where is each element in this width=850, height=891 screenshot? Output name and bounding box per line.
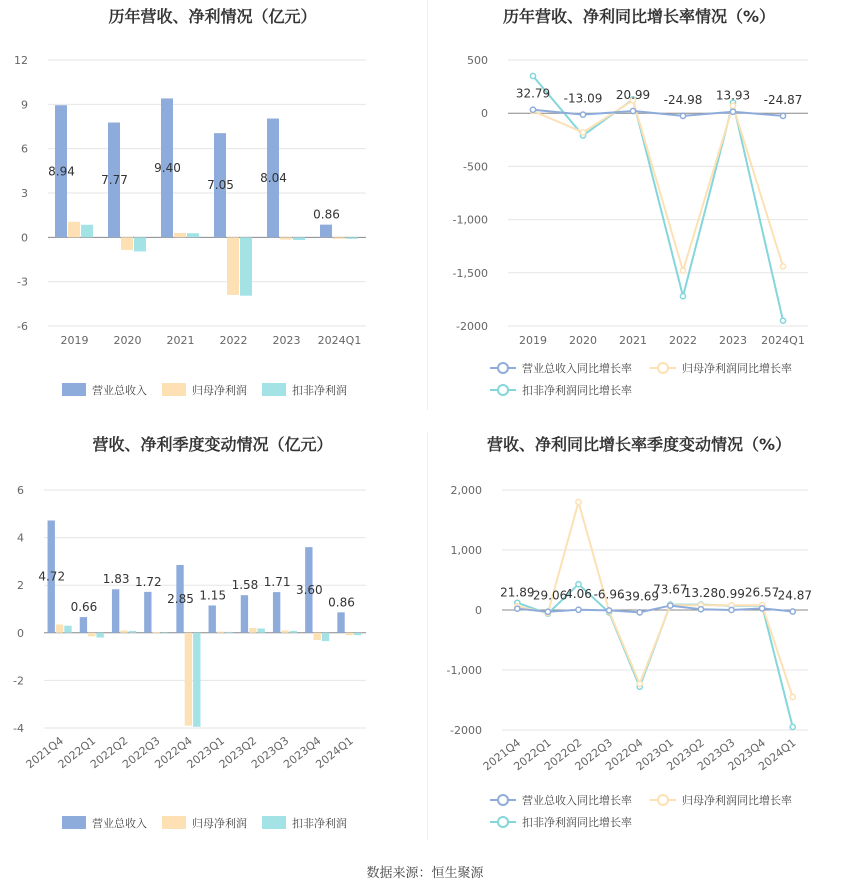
- bar: [257, 629, 264, 633]
- chart-title: 营收、净利同比增长率季度变动情况（%）: [486, 435, 792, 454]
- bar: [64, 626, 71, 633]
- y-tick-label: 0: [481, 107, 488, 121]
- x-tick-label: 2024Q1: [756, 736, 799, 774]
- legend-label: 扣非净利润: [292, 384, 347, 397]
- bar: [56, 624, 63, 632]
- bar: [320, 225, 332, 238]
- data-label: 1.83: [102, 572, 130, 587]
- bar: [225, 632, 232, 633]
- quarterly-amounts-chart: [0, 428, 425, 848]
- data-label: 8.94: [48, 164, 75, 179]
- data-point: [680, 294, 685, 299]
- x-tick-label: 2024Q1: [317, 334, 362, 347]
- data-point: [729, 607, 734, 612]
- data-label: 73.67: [653, 582, 688, 597]
- x-tick-label: 2021: [166, 334, 195, 347]
- y-tick-label: 2: [17, 579, 24, 593]
- x-tick-label: 2020: [113, 334, 142, 347]
- data-label: 13.93: [715, 88, 751, 103]
- bar: [187, 233, 199, 237]
- data-point: [730, 103, 735, 108]
- x-tick-label: 2024Q1: [313, 734, 356, 772]
- x-tick-label: 2023Q1: [184, 734, 227, 772]
- bar: [144, 592, 151, 633]
- y-tick-label: -500: [463, 160, 488, 174]
- chart-title: 历年营收、净利同比增长率情况（%）: [502, 7, 776, 26]
- x-tick-label: 2022Q1: [511, 736, 554, 774]
- data-point: [780, 264, 785, 269]
- data-point: [680, 268, 685, 273]
- y-tick-label: -6: [17, 320, 28, 333]
- data-point: [530, 73, 535, 78]
- data-point: [780, 113, 785, 118]
- legend-label: 营业总收入同比增长率: [522, 362, 632, 375]
- bar: [209, 605, 216, 632]
- data-label: -13.09: [563, 91, 603, 106]
- x-tick-label: 2020: [569, 334, 597, 347]
- quarterly-amounts-panel: [0, 428, 425, 848]
- x-tick-label: 2019: [60, 334, 89, 347]
- legend-marker: [658, 795, 668, 805]
- data-label: 9.40: [154, 160, 181, 175]
- x-tick-label: 2024Q1: [761, 334, 805, 347]
- data-point: [637, 610, 642, 615]
- legend-marker: [498, 385, 508, 395]
- x-tick-label: 2022Q2: [87, 734, 131, 772]
- data-label: 2.85: [167, 591, 194, 606]
- data-point: [545, 609, 550, 614]
- bar: [337, 612, 344, 632]
- bar: [134, 237, 146, 251]
- x-tick-label: 2023Q1: [633, 736, 677, 774]
- data-point: [515, 606, 520, 611]
- x-tick-label: 2022: [219, 334, 248, 347]
- y-tick-label: 0: [17, 626, 24, 640]
- legend-label: 归母净利润: [192, 817, 247, 830]
- data-label: 0.66: [70, 600, 98, 615]
- legend-label: 营业总收入同比增长率: [522, 794, 632, 807]
- data-label: 21.89: [500, 585, 535, 600]
- legend-label: 营业总收入: [92, 384, 147, 397]
- data-label: 32.79: [515, 86, 551, 101]
- data-point: [790, 609, 795, 614]
- legend-swatch: [262, 383, 286, 396]
- bar: [293, 237, 305, 240]
- y-tick-label: 9: [21, 98, 28, 112]
- bar: [185, 633, 192, 726]
- data-point: [576, 607, 581, 612]
- annual-amounts-panel: [0, 0, 425, 410]
- bar: [120, 630, 127, 632]
- data-point: [780, 318, 785, 323]
- y-tick-label: 12: [14, 54, 28, 67]
- bar: [174, 233, 186, 237]
- bar: [273, 592, 280, 633]
- y-tick-label: 0: [475, 604, 482, 617]
- bar: [280, 237, 292, 239]
- y-tick-label: 6: [17, 484, 24, 497]
- y-tick-label: 3: [21, 187, 28, 200]
- legend-marker: [498, 817, 508, 827]
- series-line: [533, 110, 783, 116]
- bar: [68, 222, 80, 238]
- data-label: 1.71: [263, 575, 291, 590]
- data-point: [730, 109, 735, 114]
- bar: [240, 237, 252, 295]
- bar: [241, 595, 248, 633]
- data-point: [790, 724, 795, 729]
- x-tick-label: 2023Q4: [725, 736, 768, 774]
- y-tick-label: -1,000: [446, 664, 482, 677]
- data-label: 0.86: [313, 207, 340, 222]
- data-point: [637, 681, 642, 686]
- x-tick-label: 2023Q3: [694, 736, 738, 774]
- data-point: [630, 108, 635, 113]
- x-tick-label: 2021: [619, 334, 647, 347]
- y-tick-label: -2000: [450, 724, 482, 737]
- legend-label: 扣非净利润同比增长率: [522, 384, 632, 397]
- x-tick-label: 2023: [719, 334, 747, 347]
- data-point: [698, 607, 703, 612]
- legend-label: 扣非净利润: [292, 817, 347, 830]
- data-label: 7.77: [101, 172, 128, 187]
- x-tick-label: 2023Q2: [664, 736, 707, 774]
- chart-title: 历年营收、净利情况（亿元）: [108, 7, 317, 26]
- x-tick-label: 2022Q3: [120, 734, 163, 772]
- data-point: [580, 112, 585, 117]
- data-label: -24.87: [773, 588, 813, 603]
- bar: [333, 237, 345, 238]
- x-tick-label: 2023Q2: [216, 734, 260, 772]
- legend-label: 营业总收入: [92, 817, 147, 830]
- y-tick-label: 2,000: [450, 484, 482, 497]
- data-label: -24.98: [663, 92, 703, 107]
- data-label: -29.06: [528, 588, 568, 603]
- x-tick-label: 2023Q4: [281, 734, 324, 772]
- bar: [290, 631, 297, 633]
- data-point: [680, 113, 685, 118]
- bar: [322, 633, 329, 641]
- legend-marker: [658, 363, 668, 373]
- bar: [112, 589, 119, 633]
- data-point: [576, 499, 581, 504]
- legend-marker: [498, 795, 508, 805]
- x-tick-label: 2022: [669, 334, 697, 347]
- data-label: 7.05: [207, 178, 234, 193]
- data-label: -39.69: [620, 589, 660, 604]
- x-tick-label: 2023Q3: [248, 734, 292, 772]
- chart-title: 营收、净利季度变动情况（亿元）: [92, 435, 333, 454]
- bar: [81, 225, 93, 238]
- data-label: -6.96: [593, 587, 625, 602]
- bar: [88, 633, 95, 637]
- data-point: [530, 107, 535, 112]
- legend-swatch: [162, 816, 186, 829]
- data-label: 4.72: [38, 569, 66, 584]
- data-label: 4.06: [565, 586, 592, 601]
- data-point: [668, 603, 673, 608]
- data-label: 1.58: [231, 578, 259, 593]
- y-tick-label: 6: [21, 142, 28, 156]
- data-label: 0.86: [328, 595, 355, 610]
- legend-label: 归母净利润: [192, 384, 247, 397]
- bar: [193, 633, 200, 727]
- annual-growth-panel: [428, 0, 850, 410]
- x-tick-label: 2019: [519, 334, 547, 347]
- legend-marker: [498, 363, 508, 373]
- bar: [217, 632, 224, 633]
- legend-label: 扣非净利润同比增长率: [522, 816, 632, 829]
- data-label: -24.87: [763, 92, 803, 107]
- x-tick-label: 2021Q4: [23, 734, 66, 772]
- series-line: [533, 100, 783, 270]
- data-point: [580, 130, 585, 135]
- x-tick-label: 2023: [272, 334, 301, 347]
- x-tick-label: 2021Q4: [480, 736, 524, 774]
- data-label: 3.60: [295, 582, 323, 597]
- data-point: [760, 606, 765, 611]
- bar: [346, 633, 353, 635]
- legend-swatch: [62, 816, 86, 829]
- quarterly-growth-panel: [428, 428, 850, 848]
- bar: [80, 617, 87, 633]
- legend-swatch: [62, 383, 86, 396]
- x-tick-label: 2022Q2: [541, 736, 585, 774]
- bar: [121, 237, 133, 250]
- bar: [161, 633, 168, 634]
- data-label: 13.28: [683, 586, 719, 601]
- data-label: 26.57: [744, 585, 780, 600]
- bar: [96, 633, 103, 638]
- bar: [354, 633, 361, 635]
- y-tick-label: -2000: [456, 320, 488, 333]
- bar: [129, 631, 136, 633]
- bar: [227, 237, 239, 295]
- y-tick-label: -3: [17, 275, 28, 289]
- data-label: 8.04: [260, 170, 287, 185]
- annual-amounts-chart: [0, 0, 425, 410]
- bar: [153, 632, 160, 633]
- data-label: 0.99: [718, 586, 745, 601]
- legend-label: 归母净利润同比增长率: [682, 362, 792, 375]
- data-source-note: 数据来源：恒生聚源: [366, 866, 484, 881]
- bar: [346, 237, 358, 238]
- x-tick-label: 2022Q3: [572, 736, 615, 774]
- y-tick-label: 1,000: [450, 544, 482, 557]
- y-tick-label: 0: [21, 231, 28, 245]
- y-tick-label: -2: [13, 674, 24, 688]
- y-tick-label: -1,000: [452, 213, 488, 227]
- data-point: [607, 608, 612, 613]
- bar: [249, 628, 256, 633]
- data-label: 1.15: [199, 588, 227, 603]
- data-label: 1.72: [134, 574, 162, 589]
- bar: [314, 633, 321, 640]
- y-tick-label: -4: [13, 722, 24, 735]
- x-tick-label: 2022Q1: [55, 734, 99, 772]
- annual-growth-chart: [428, 0, 850, 410]
- legend-swatch: [262, 816, 286, 829]
- y-tick-label: -1,500: [452, 266, 488, 280]
- y-tick-label: 4: [17, 531, 24, 545]
- legend-label: 归母净利润同比增长率: [682, 794, 792, 807]
- bar: [281, 630, 288, 632]
- legend-swatch: [162, 383, 186, 396]
- x-tick-label: 2022Q4: [152, 734, 195, 772]
- x-tick-label: 2022Q4: [603, 736, 646, 774]
- quarterly-growth-chart: [428, 428, 850, 848]
- data-point: [790, 694, 795, 699]
- data-label: 20.99: [615, 87, 651, 102]
- y-tick-label: 500: [467, 54, 488, 67]
